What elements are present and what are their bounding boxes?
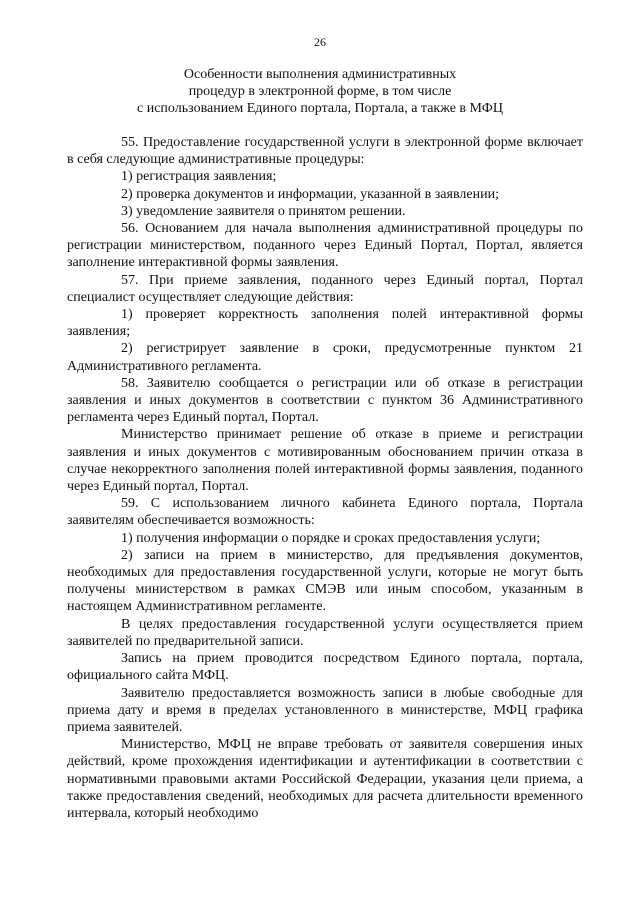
paragraph: Запись на прием проводится посредством Единого портала, портала, официального сайта МФЦ. (67, 651, 583, 684)
list-item: 2) регистрирует заявление в сроки, предусмотренные пунктом 21 Административного регламента. (67, 341, 583, 374)
heading-line: Особенности выполнения административных (183, 67, 457, 82)
list-item: 3) уведомление заявителя о принятом решении. (121, 203, 406, 219)
paragraph-56: 56. Основанием для начала выполнения административной процедуры по регистрации министерством, поданного через Единый Портал, Портал, является заполнение интерактивной формы заявления. (67, 221, 583, 271)
heading-line: с использованием Единого портала, Портала, а также в МФЦ (137, 101, 503, 116)
paragraph: Заявителю предоставляется возможность записи в любые свободные для приема дату и время в пределах установленного в министерстве, МФЦ графика приема заявителей. (67, 685, 583, 735)
list-item: 2) проверка документов и информации, указанной в заявлении; (121, 186, 499, 202)
document-body (67, 134, 583, 822)
paragraph: Министерство принимает решение об отказе в приеме и регистрации заявления и иных документов с мотивированным обоснованием причин отказа в случае некорректного заполнения полей интерактивной формы заявления, поданного через Единый портал, Портал. (67, 427, 583, 495)
paragraph-55: 55. Предоставление государственной услуги в электронной форме включает в себя следующие административные процедуры: (67, 135, 583, 168)
paragraph: Министерство, МФЦ не вправе требовать от заявителя совершения иных действий, кроме прохождения идентификации и аутентификации в соответствии с нормативными правовыми актами Российской Федерации, указания цели приема, а также предоставления сведений, необходимых для расчета длительности временного интервала, который необходимо (67, 737, 583, 821)
list-item: 1) проверяет корректность заполнения полей интерактивной формы заявления; (67, 307, 583, 340)
list-item: 1) получения информации о порядке и сроках предоставления услуги; (121, 530, 541, 546)
page-number: 26 (314, 35, 326, 49)
paragraph-57: 57. При приеме заявления, поданного через Единый портал, Портал специалист осуществляет следующие действия: (67, 272, 583, 305)
paragraph-58: 58. Заявителю сообщается о регистрации или об отказе в регистрации заявления и иных документов в соответствии с пунктом 36 Административного регламента через Единый портал, Портал. (67, 375, 583, 426)
section-heading (60, 66, 580, 117)
heading-line: процедур в электронной форме, в том числе (188, 84, 452, 99)
list-item: 2) записи на прием в министерство, для предъявления документов, необходимых для предоставления государственной услуги, которые не могут быть получены министерством в рамках СМЭВ или иным способом, указанным в настоящем Административном регламенте. (67, 547, 583, 615)
paragraph: В целях предоставления государственной услуги осуществляется прием заявителей по предварительной записи. (67, 616, 583, 649)
list-item: 1) регистрация заявления; (121, 169, 277, 185)
paragraph-59: 59. С использованием личного кабинета Единого портала, Портала заявителям обеспечивается возможность: (67, 496, 583, 529)
